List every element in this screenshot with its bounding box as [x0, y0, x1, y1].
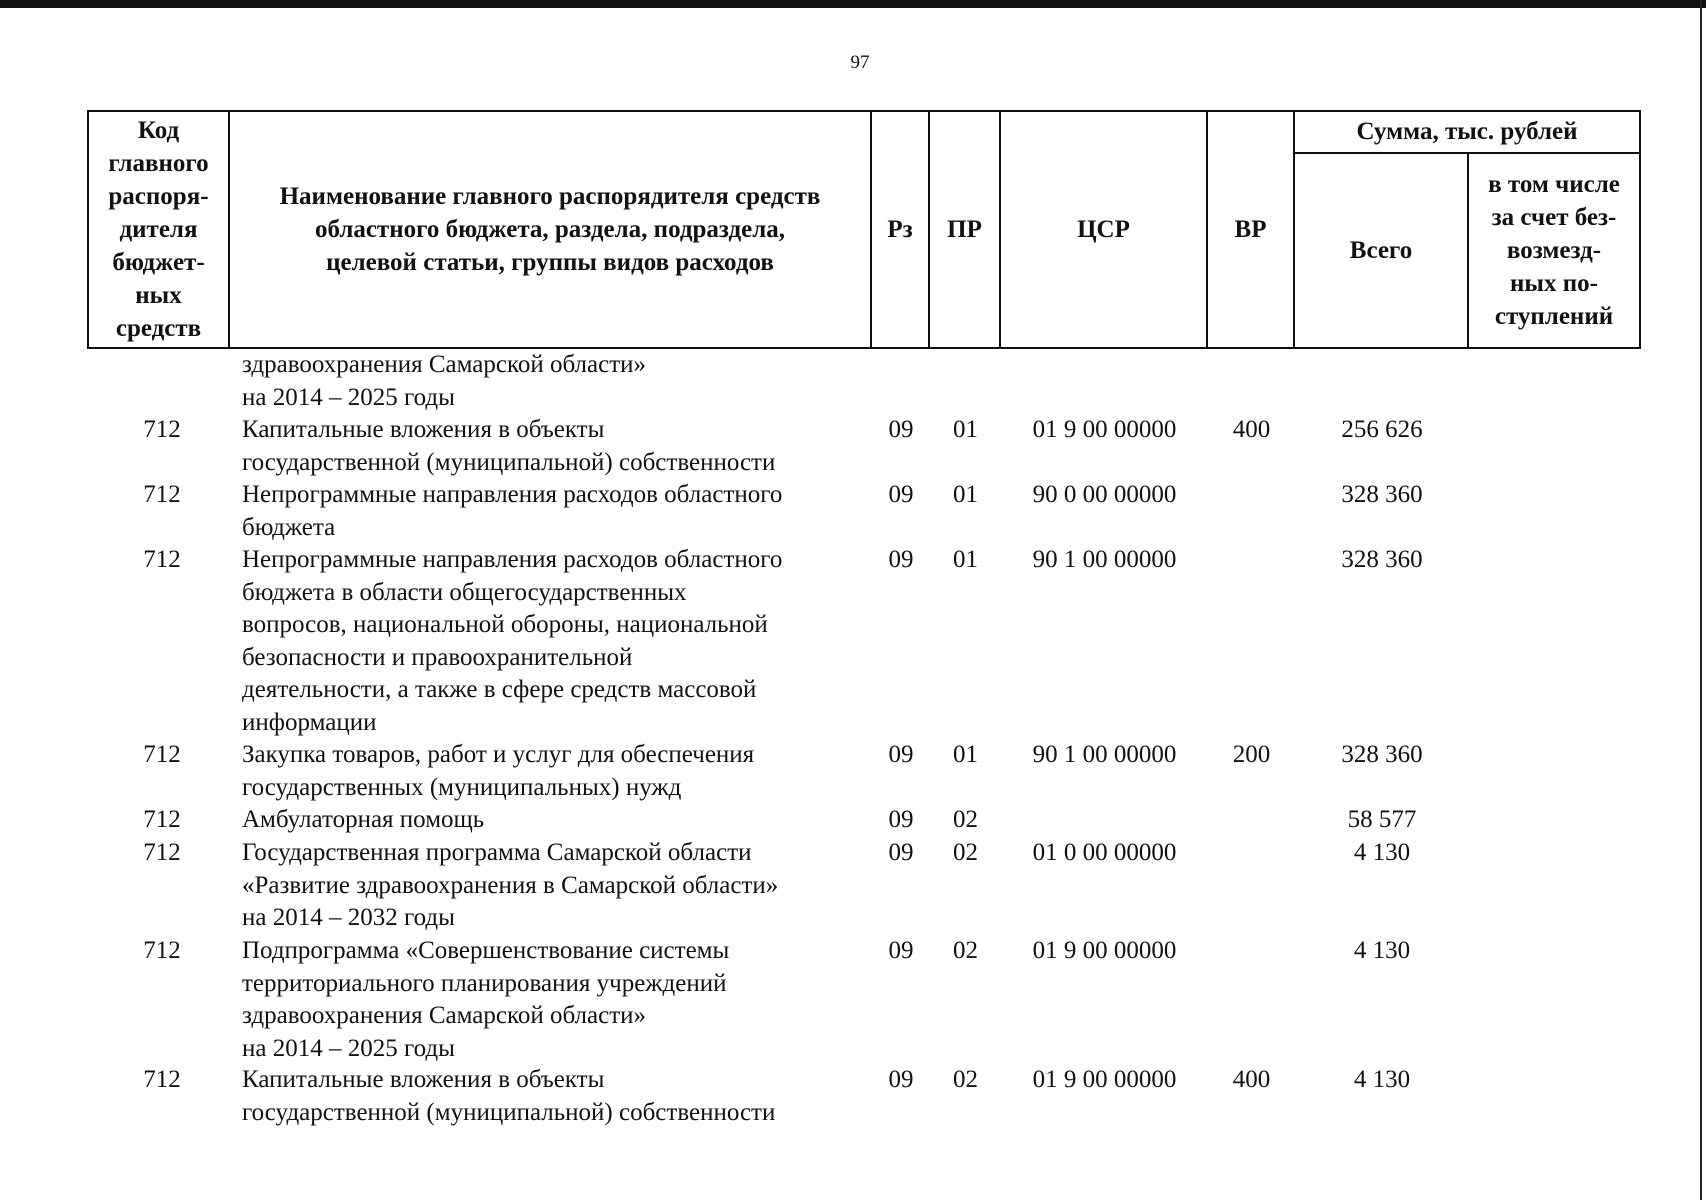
row-name [242, 349, 872, 414]
header-free-line: возмезд- [1506, 237, 1602, 264]
row-pr: 02 [953, 1066, 978, 1093]
row-name-line: Капитальные вложения в объекты [242, 416, 605, 443]
row-name-line: Закупка товаров, работ и услуг для обеспечения [242, 741, 755, 768]
row-name [242, 935, 872, 1065]
header-name [230, 110, 870, 349]
header-total: Всего [1349, 237, 1413, 264]
row-pr: 01 [953, 481, 978, 508]
row-name-line: на 2014 – 2025 годы [242, 383, 455, 411]
row-name [242, 414, 872, 479]
row-name-line: на 2014 – 2032 годы [242, 904, 455, 931]
row-total: 4 130 [1353, 839, 1411, 866]
row-name-line: Непрограммные направления расходов областного [242, 546, 783, 573]
row-total: 4 130 [1353, 1066, 1411, 1093]
right-border-rule [1700, 0, 1702, 1200]
row-csr: 01 9 00 00000 [1032, 1066, 1177, 1093]
row-csr: 90 0 00 00000 [1032, 481, 1177, 508]
row-code: 712 [143, 546, 181, 573]
row-name-line: «Развитие здравоохранения в Самарской области» [242, 871, 779, 899]
row-pr: 01 [953, 546, 978, 573]
row-pr: 01 [953, 416, 978, 443]
header-border-right [1639, 110, 1641, 349]
header-code-line: ных [135, 282, 182, 309]
row-code: 712 [143, 839, 181, 866]
header-code-line: главного [108, 150, 209, 177]
row-total: 58 577 [1347, 806, 1417, 833]
row-total: 256 626 [1341, 416, 1423, 443]
header-code-line: дителя [119, 216, 198, 243]
row-name-line: здравоохранения Самарской области» [242, 351, 647, 378]
row-vr: 400 [1232, 416, 1271, 443]
row-name [242, 1064, 872, 1129]
row-rz: 09 [888, 806, 914, 833]
row-csr: 90 1 00 00000 [1032, 741, 1177, 768]
row-pr: 02 [953, 806, 978, 833]
row-name [242, 804, 872, 837]
row-total: 328 360 [1341, 741, 1423, 768]
row-name-line: государственной (муниципальной) собственности [242, 448, 776, 476]
row-name-line: государственных (муниципальных) нужд [242, 773, 682, 801]
header-vr: ВР [1234, 216, 1267, 243]
header-free [1469, 154, 1639, 347]
row-rz: 09 [888, 937, 914, 964]
row-total: 4 130 [1353, 937, 1411, 964]
row-code: 712 [143, 806, 181, 833]
row-rz: 09 [888, 416, 914, 443]
row-pr: 01 [953, 741, 978, 768]
row-pr: 02 [953, 839, 978, 866]
row-name-line: Амбулаторная помощь [242, 806, 485, 833]
row-code: 712 [143, 937, 181, 964]
header-name-line: целевой статьи, группы видов расходов [326, 249, 774, 276]
row-name-line: Непрограммные направления расходов областного [242, 481, 783, 508]
row-name-line: вопросов, национальной обороны, национальной [242, 611, 768, 638]
row-rz: 09 [888, 481, 914, 508]
row-name-line: деятельности, а также в сфере средств массовой [242, 676, 757, 703]
row-csr: 01 0 00 00000 [1032, 839, 1177, 866]
row-name-line: Капитальные вложения в объекты [242, 1066, 605, 1093]
row-csr: 01 9 00 00000 [1032, 416, 1177, 443]
row-name-line: Государственная программа Самарской области [242, 839, 752, 866]
row-name-line: государственной (муниципальной) собственности [242, 1098, 776, 1126]
header-free-line: ных по- [1510, 270, 1598, 297]
row-code: 712 [143, 481, 181, 508]
row-code: 712 [143, 741, 181, 768]
row-name-line: на 2014 – 2025 годы [242, 1034, 455, 1062]
row-name [242, 739, 872, 804]
row-name [242, 544, 872, 739]
header-code-line: распоря- [108, 183, 209, 210]
header-code-line: бюджет- [112, 249, 205, 276]
row-csr: 90 1 00 00000 [1032, 546, 1177, 573]
row-name-line: бюджета в области общегосударственных [242, 578, 687, 606]
row-name [242, 479, 872, 544]
row-rz: 09 [888, 839, 914, 866]
header-csr: ЦСР [1077, 216, 1130, 243]
row-code: 712 [143, 416, 181, 443]
row-code: 712 [143, 1066, 181, 1093]
header-name-line: Наименование главного распорядителя средств [279, 183, 821, 210]
row-total: 328 360 [1341, 546, 1423, 573]
row-csr: 01 9 00 00000 [1032, 937, 1177, 964]
row-pr: 02 [953, 937, 978, 964]
row-name-line: Подпрограмма «Совершенствование системы [242, 937, 730, 964]
row-total: 328 360 [1341, 481, 1423, 508]
header-free-line: ступлений [1494, 303, 1614, 330]
header-pr: ПР [947, 216, 982, 243]
row-vr: 200 [1232, 741, 1271, 768]
row-name-line: безопасности и правоохранительной [242, 643, 633, 671]
header-free-line: за счет без- [1491, 204, 1617, 231]
row-name-line: территориального планирования учреждений [242, 969, 727, 997]
row-name-line: бюджета [242, 513, 336, 541]
row-rz: 09 [888, 546, 914, 573]
top-border-rule [0, 0, 1706, 8]
table-header [87, 110, 1641, 349]
row-rz: 09 [888, 1066, 914, 1093]
row-rz: 09 [888, 741, 914, 768]
header-code-line: средств [115, 315, 202, 342]
header-sum: Сумма, тыс. рублей [1356, 117, 1578, 145]
header-rz: Рз [887, 216, 913, 243]
header-code-line: Код [137, 117, 180, 144]
row-name [242, 837, 872, 935]
row-vr: 400 [1232, 1066, 1271, 1093]
header-name-line: областного бюджета, раздела, подраздела, [314, 216, 786, 243]
header-code [89, 110, 228, 349]
row-name-line: здравоохранения Самарской области» [242, 1002, 647, 1029]
row-name-line: информации [242, 708, 377, 736]
page-number: 97 [850, 52, 870, 73]
header-free-line: в том числе [1488, 171, 1620, 198]
